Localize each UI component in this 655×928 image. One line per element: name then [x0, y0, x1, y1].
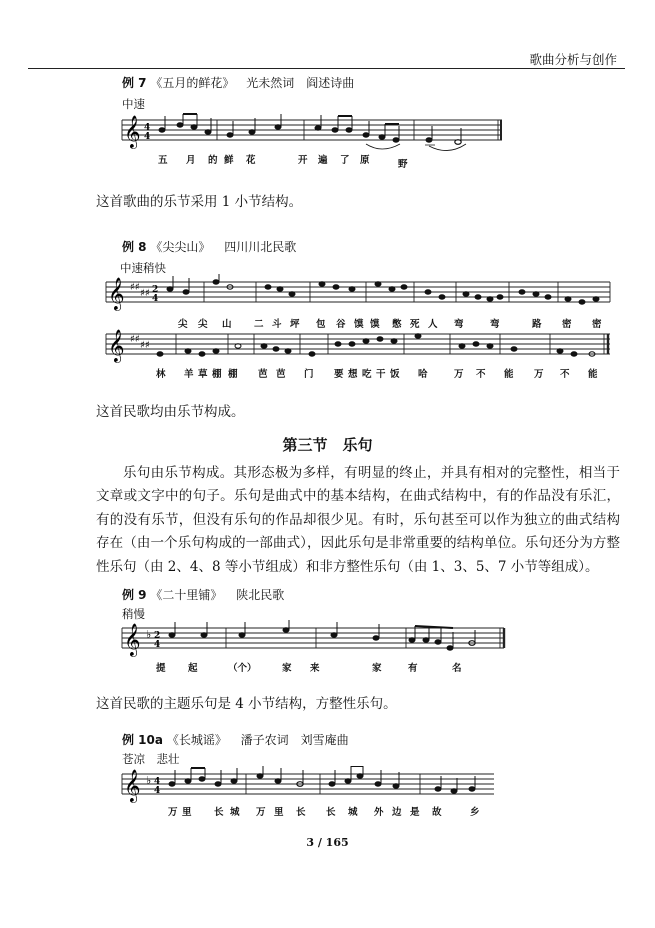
tempo-marking: 中速稍快	[120, 261, 166, 275]
example-label: 例 10a	[122, 733, 163, 747]
song-credits: 潘子农词 刘雪庵曲	[240, 733, 349, 747]
example-label: 例 9	[122, 588, 147, 602]
lyric-syllable: 城	[230, 807, 240, 818]
lyric-syllable: 不	[476, 369, 486, 380]
svg-text:♯♯: ♯♯	[130, 334, 140, 345]
lyric-syllable: 万	[168, 807, 178, 818]
lyric-syllable: 密	[562, 319, 572, 330]
lyric-syllable: 来	[310, 663, 320, 674]
svg-text:𝄞: 𝄞	[108, 329, 125, 362]
svg-text:♯♯: ♯♯	[140, 288, 150, 299]
lyrics-ex9	[120, 660, 510, 674]
lyric-syllable: 草	[198, 369, 208, 380]
svg-text:𝄞: 𝄞	[124, 623, 141, 656]
lyric-syllable: 的	[208, 155, 218, 166]
lyric-syllable: 羊	[184, 369, 194, 380]
lyric-syllable: 不	[560, 369, 570, 380]
lyric-syllable: 要	[334, 369, 344, 380]
example-label: 例 7	[122, 76, 147, 90]
svg-text:2: 2	[154, 631, 161, 641]
song-credits: 陕北民歌	[236, 588, 285, 602]
lyric-syllable: 人	[428, 319, 438, 330]
section-heading: 第三节 乐句	[282, 436, 373, 454]
lyric-syllable: 密	[592, 319, 602, 330]
lyric-syllable: 家	[282, 663, 292, 674]
lyric-syllable: 万	[256, 807, 266, 818]
lyric-syllable: 尖	[178, 319, 188, 330]
running-header: 歌曲分析与创作	[529, 52, 617, 67]
lyric-syllable: 棚	[228, 369, 238, 380]
lyric-syllable: 遍	[318, 155, 328, 166]
svg-text:♯♯: ♯♯	[130, 282, 140, 293]
lyric-syllable: 长	[214, 807, 224, 818]
lyric-syllable: 外	[374, 807, 384, 818]
lyric-syllable: 鲜	[224, 155, 234, 166]
lyric-syllable: 能	[504, 369, 514, 380]
lyric-syllable: 干	[376, 369, 386, 380]
example-10a-title	[122, 731, 349, 748]
lyric-syllable: 芭	[258, 369, 268, 380]
example-7-title	[122, 74, 354, 91]
lyric-syllable: 二	[254, 319, 264, 330]
lyric-syllable: 起	[188, 663, 198, 674]
lyric-syllable: 死	[410, 319, 420, 330]
lyric-syllable: 名	[452, 663, 462, 674]
svg-text:♯♯: ♯♯	[140, 340, 150, 351]
music-staff-ex8-line1	[104, 274, 614, 314]
lyric-syllable: 花	[246, 155, 256, 166]
lyric-syllable: 开	[298, 155, 308, 166]
svg-text:4: 4	[144, 132, 151, 142]
lyric-syllable: 乡	[470, 807, 480, 818]
caption-ex7: 这首歌曲的乐节采用 1 小节结构。	[96, 194, 303, 210]
lyric-syllable: 尖	[198, 319, 208, 330]
lyric-syllable: 是	[410, 807, 420, 818]
example-8-title	[122, 238, 296, 255]
svg-text:𝄞: 𝄞	[108, 277, 125, 310]
tempo-marking: 苍凉 悲壮	[122, 752, 180, 766]
lyric-syllable: 包	[316, 319, 326, 330]
lyrics-ex8-line2	[104, 366, 614, 380]
svg-text:♭: ♭	[146, 774, 152, 787]
song-title: 《长城谣》	[166, 733, 227, 747]
svg-text:♭: ♭	[146, 628, 152, 641]
lyric-syllable: 里	[274, 807, 284, 818]
example-label: 例 8	[122, 240, 147, 254]
lyrics-ex10a	[120, 804, 500, 818]
music-staff-ex8-line2	[104, 326, 614, 366]
lyric-syllable: 弯	[454, 319, 464, 330]
lyric-syllable: 故	[432, 807, 442, 818]
song-credits: 四川川北民歌	[224, 240, 297, 254]
lyric-syllable: 提	[156, 663, 166, 674]
lyric-syllable: （个）	[228, 663, 257, 674]
lyric-syllable: 弯	[490, 319, 500, 330]
lyric-syllable: 野	[398, 159, 408, 170]
body-paragraph: 乐句由乐节构成。其形态极为多样，有明显的终止，并具有相对的完整性，相当于文章或文字中的句子。乐句是曲式中的基本结构，在曲式结构中，有的作品没有乐汇，有的没有乐节，但没有乐句的作品却很少见。有时，乐句甚至可以作为独立的曲式结构存在（由一个乐句构成的一部曲式），因此乐句是非常重要的结构单位。乐句还分为方整性乐句（由 2、4、8 等小节组成）和非方整性乐句（由 1、3、5、7 小节等组成）。	[96, 465, 620, 575]
music-staff-ex9	[120, 620, 510, 660]
svg-text:2: 2	[152, 285, 159, 295]
lyrics-ex7	[120, 152, 510, 170]
lyric-syllable: 门	[304, 369, 314, 380]
lyric-syllable: 谷	[336, 319, 346, 330]
lyric-syllable: 家	[372, 663, 382, 674]
lyric-syllable: 馍	[370, 319, 380, 330]
lyric-syllable: 有	[408, 663, 418, 674]
lyric-syllable: 原	[360, 155, 370, 166]
music-staff-ex10a	[120, 766, 500, 806]
lyric-syllable: 长	[326, 807, 336, 818]
lyric-syllable: 棚	[212, 369, 222, 380]
svg-text:𝄞: 𝄞	[124, 115, 141, 148]
svg-text:𝄞: 𝄞	[124, 769, 141, 802]
example-9-title	[122, 586, 284, 603]
caption-ex8: 这首民歌均由乐节构成。	[96, 404, 245, 420]
tempo-marking: 稍慢	[122, 607, 145, 621]
svg-text:4: 4	[154, 640, 161, 650]
svg-text:4: 4	[144, 123, 151, 133]
lyric-syllable: 馍	[354, 319, 364, 330]
song-title: 《尖尖山》	[150, 240, 211, 254]
lyric-syllable: 长	[296, 807, 306, 818]
page-number: 3 / 165	[306, 836, 349, 849]
header-rule	[28, 68, 625, 69]
lyric-syllable: 五	[158, 155, 168, 166]
lyric-syllable: 林	[156, 369, 166, 380]
svg-text:4: 4	[154, 777, 161, 787]
lyric-syllable: 饭	[390, 369, 400, 380]
song-title: 《二十里铺》	[150, 588, 223, 602]
lyric-syllable: 万	[454, 369, 464, 380]
song-credits: 光未然词 阎述诗曲	[246, 76, 355, 90]
lyric-syllable: 了	[340, 155, 350, 166]
caption-ex9: 这首民歌的主题乐句是 4 小节结构，方整性乐句。	[96, 696, 397, 712]
lyric-syllable: 月	[186, 155, 196, 166]
song-title: 《五月的鲜花》	[150, 76, 235, 90]
svg-text:4: 4	[154, 786, 161, 796]
lyric-syllable: 憋	[392, 319, 402, 330]
svg-text:4: 4	[152, 294, 159, 304]
lyric-syllable: 芭	[276, 369, 286, 380]
lyric-syllable: 边	[392, 807, 402, 818]
lyric-syllable: 哈	[418, 369, 428, 380]
lyric-syllable: 斗	[272, 319, 282, 330]
lyric-syllable: 想	[348, 369, 358, 380]
lyric-syllable: 里	[182, 807, 192, 818]
lyric-syllable: 吃	[362, 369, 372, 380]
lyric-syllable: 山	[222, 319, 232, 330]
lyric-syllable: 坪	[290, 319, 300, 330]
lyric-syllable: 能	[588, 369, 598, 380]
lyric-syllable: 万	[534, 369, 544, 380]
tempo-marking: 中速	[122, 97, 145, 111]
lyric-syllable: 城	[348, 807, 358, 818]
lyric-syllable: 路	[532, 319, 542, 330]
